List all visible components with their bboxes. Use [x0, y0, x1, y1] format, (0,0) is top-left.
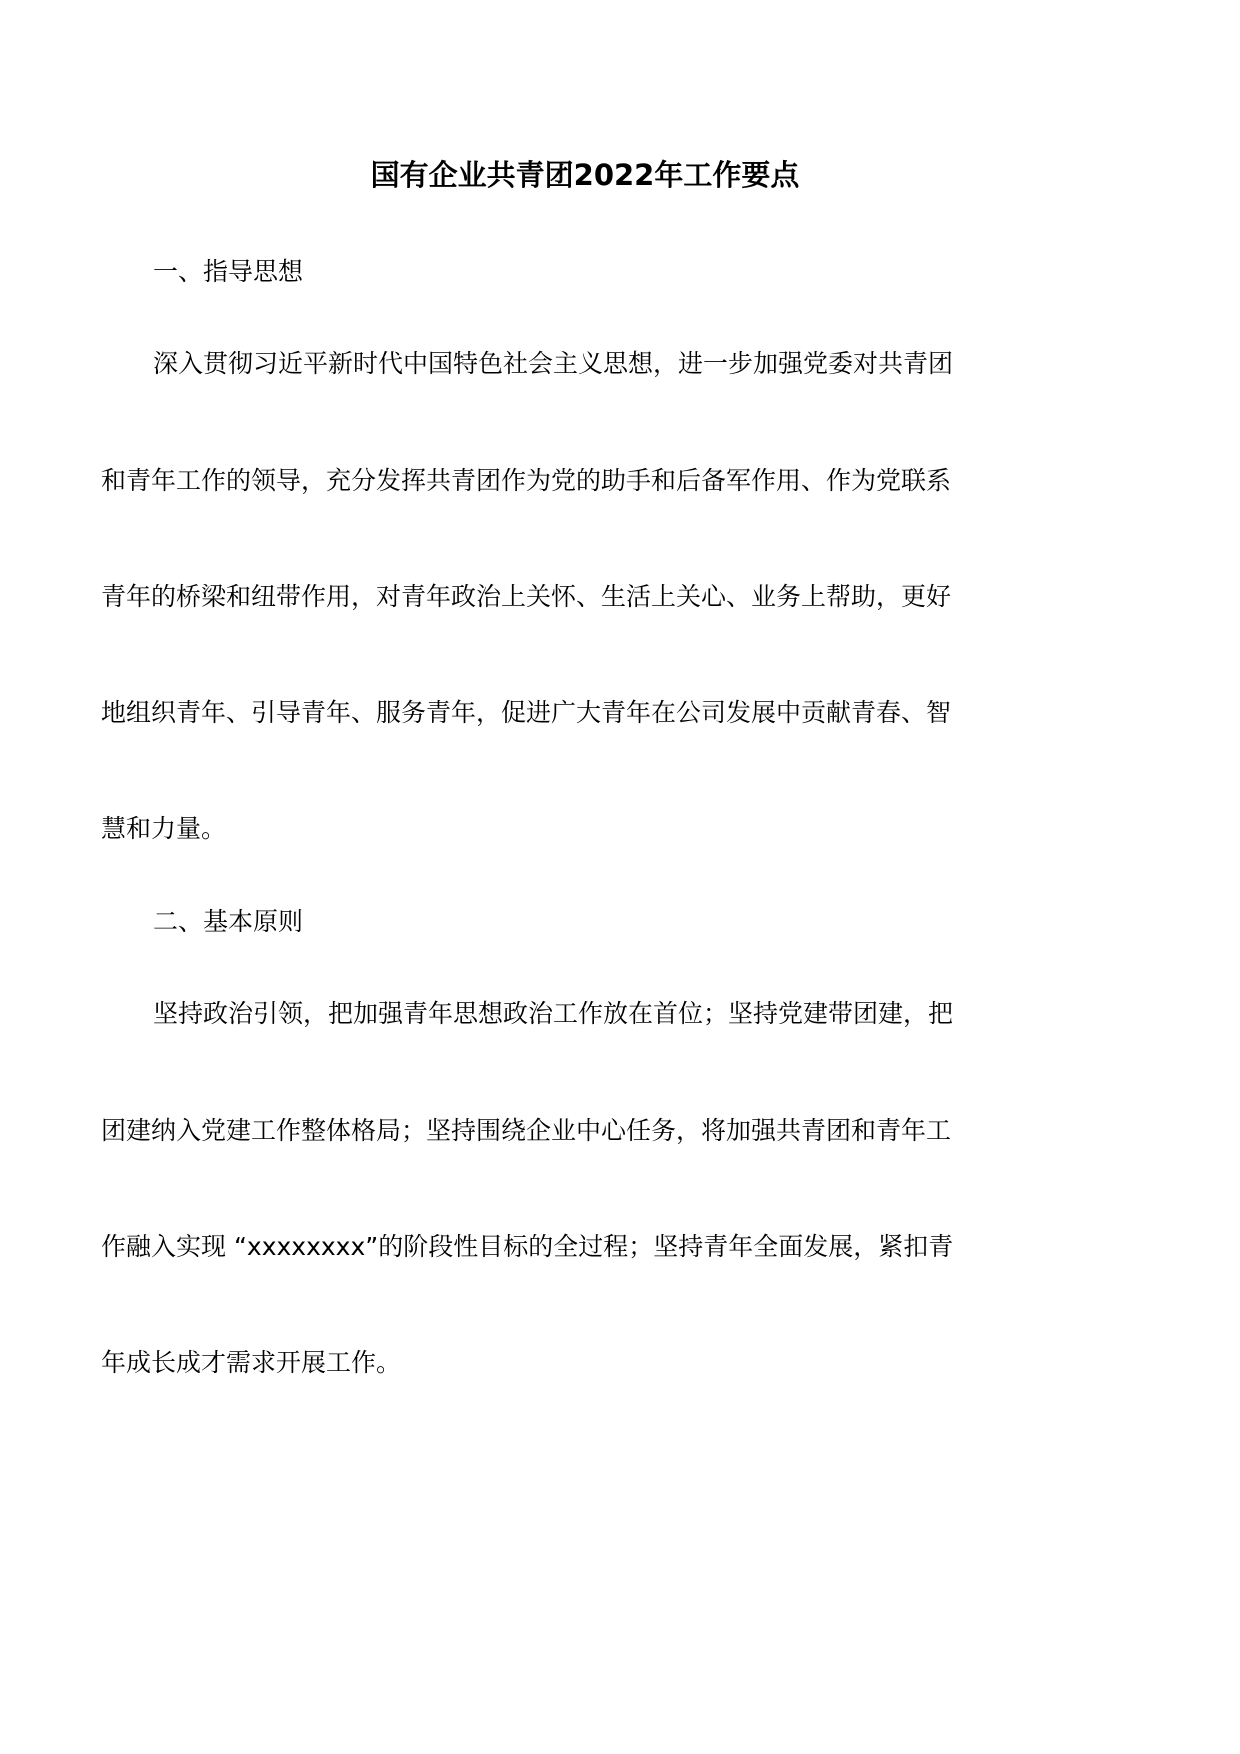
- section1-heading: 一、指导思想: [153, 257, 304, 286]
- section1-paragraph-line: 青年的桥梁和纽带作用，对青年政治上关怀、生活上关心、业务上帮助，更好: [101, 582, 952, 611]
- section1-paragraph-line: 地组织青年、引导青年、服务青年，促进广大青年在公司发展中贡献青春、智: [101, 698, 952, 727]
- section1-paragraph-line: 慧和力量。: [101, 814, 227, 843]
- section2-paragraph-line: 团建纳入党建工作整体格局；坚持围绕企业中心任务，将加强共青团和青年工: [101, 1116, 952, 1145]
- section1-paragraph-line: 深入贯彻习近平新时代中国特色社会主义思想，进一步加强党委对共青团: [153, 349, 954, 378]
- section2-paragraph-line: 坚持政治引领，把加强青年思想政治工作放在首位；坚持党建带团建，把: [153, 999, 954, 1028]
- section1-paragraph-line: 和青年工作的领导，充分发挥共青团作为党的助手和后备军作用、作为党联系: [101, 466, 952, 495]
- section2-paragraph-line: 年成长成才需求开展工作。: [101, 1348, 402, 1377]
- document-title: 国有企业共青团2022年工作要点: [370, 158, 800, 192]
- section2-heading: 二、基本原则: [153, 907, 304, 936]
- section2-paragraph-line: 作融入实现 “xxxxxxxx”的阶段性目标的全过程；坚持青年全面发展，紧扣青: [101, 1232, 954, 1261]
